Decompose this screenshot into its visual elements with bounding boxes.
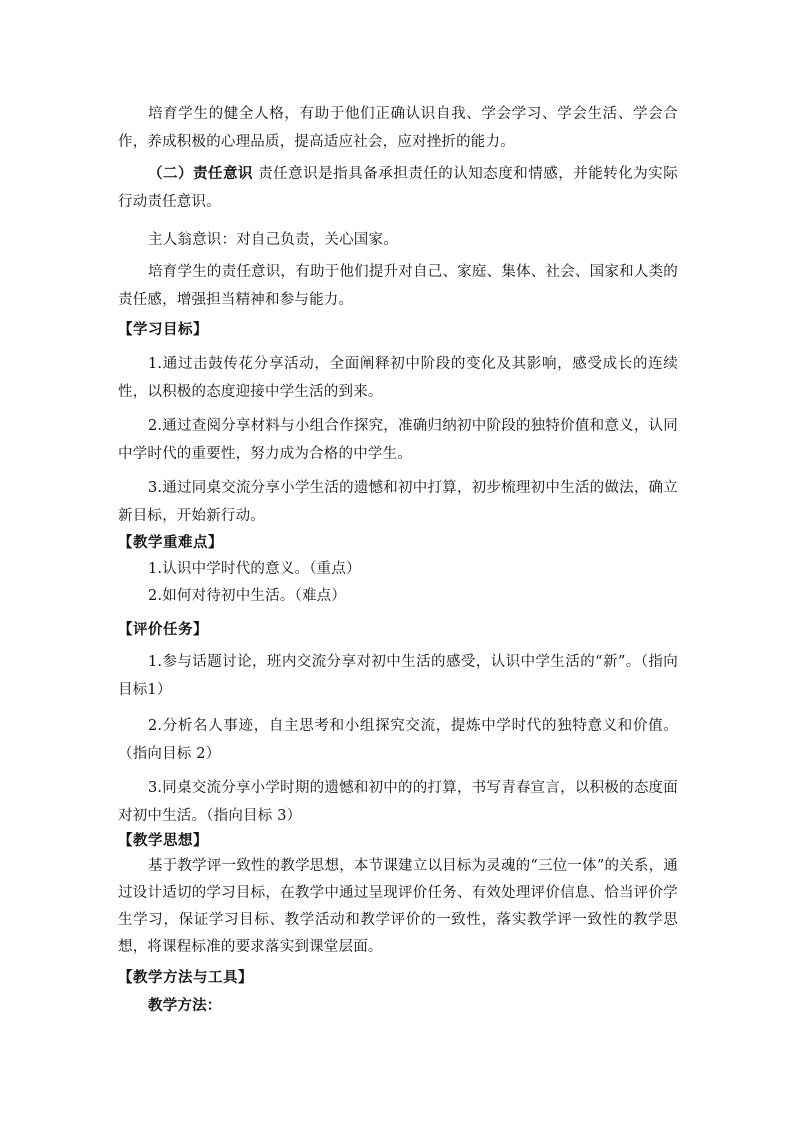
- responsibility-heading: （二）责任意识: [148, 166, 254, 182]
- paragraph-ownership: 主人翁意识：对自己负责，关心国家。: [148, 232, 398, 248]
- key-point-item: 2.如何对待初中生活。（难点）: [148, 588, 347, 604]
- evaluation-item: 1.参与话题讨论，班内交流分享对初中生活的感受，认识中学生活的“新”。（指向目标1）: [118, 654, 678, 698]
- learning-goal-item: 2.通过查阅分享材料与小组合作探究，准确归纳初中阶段的独特价值和意义，认同中学时代的重要性，努力成为合格的中学生。: [118, 418, 678, 462]
- learning-goals-heading: 【学习目标】: [118, 322, 208, 338]
- key-point-item: 1.认识中学时代的意义。（重点）: [148, 561, 361, 577]
- evaluation-item: 2.分析名人事迹，自主思考和小组探究交流，提炼中学时代的独特意义和价值。（指向目标 2）: [118, 718, 678, 762]
- evaluation-item: 3.同桌交流分享小学时期的遗憾和初中的的打算，书写青春宣言，以积极的态度面对初中生活。（指向目标 3）: [118, 780, 678, 824]
- methods-heading: 【教学方法与工具】: [118, 970, 253, 986]
- teaching-thought-text: 基于教学评一致性的教学思想，本节课建立以目标为灵魂的“三位一体”的关系，通过设计适切的学习目标，在教学中通过呈现评价任务、有效处理评价信息、恰当评价学生学习，保证学习目标、教学活动和教学评价的一致性，落实教学评一致性的教学思想，将课程标准的要求落实到课堂层面。: [118, 858, 678, 955]
- paragraph-responsibility-benefit: 培育学生的责任意识，有助于他们提升对自己、家庭、集体、社会、国家和人类的责任感，增强担当精神和参与能力。: [118, 264, 678, 308]
- learning-goal-item: 3.通过同桌交流分享小学生活的遗憾和初中打算，初步梳理初中生活的做法，确立新目标，开始新行动。: [118, 480, 678, 524]
- key-points-heading: 【教学重难点】: [118, 535, 223, 551]
- responsibility-text: 责任意识是指具备承担责任的认知态度和情感，并能转化为实际行动责任意识。: [118, 166, 678, 210]
- learning-goal-item: 1.通过击鼓传花分享活动，全面阐释初中阶段的变化及其影响，感受成长的连续性，以积极的态度迎接中学生活的到来。: [118, 356, 678, 400]
- paragraph-personality: 培育学生的健全人格，有助于他们正确认识自我、学会学习、学会生活、学会合作，养成积极的心理品质，提高适应社会，应对挫折的能力。: [118, 106, 678, 150]
- teaching-thought-heading: 【教学思想】: [118, 833, 208, 849]
- paragraph-responsibility: [118, 160, 678, 216]
- evaluation-heading: 【评价任务】: [118, 622, 208, 638]
- methods-subheading: 教学方法：: [148, 998, 222, 1014]
